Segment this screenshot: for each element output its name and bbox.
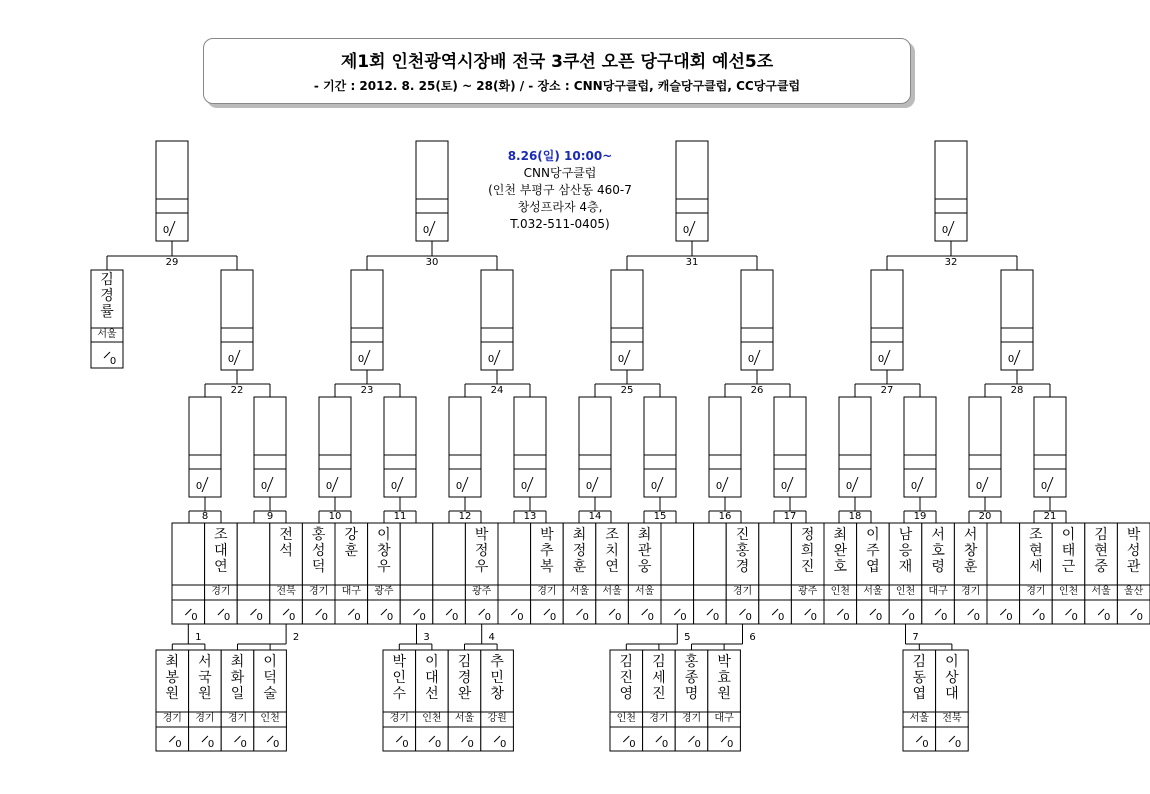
player-name: 추 민 창: [490, 654, 504, 702]
player-region: 경기: [211, 586, 231, 597]
player-name: 진 홍 경: [735, 527, 750, 575]
match-number: 16: [718, 511, 732, 522]
player-name: 박 성 관: [1126, 527, 1141, 575]
score-value: 0: [240, 739, 247, 750]
score-value: 0: [780, 481, 788, 492]
match-number: 10: [328, 511, 342, 522]
score-top: [254, 728, 270, 736]
round3-match-box: [384, 397, 416, 497]
score-top: [1085, 601, 1101, 609]
round3-match-box: [644, 397, 676, 497]
round4-match-box: [481, 270, 513, 370]
round2-name-cell: [759, 523, 792, 585]
player-region: 경기: [309, 586, 329, 597]
score-value: 0: [745, 612, 752, 623]
venue-address-2: 창성프라자 4층,: [517, 200, 603, 214]
player-name: 강 훈: [344, 527, 359, 559]
score-value: 0: [487, 354, 495, 365]
match-number: 23: [360, 385, 374, 396]
match-number: 27: [880, 385, 894, 396]
player-name: 남 응 재: [898, 527, 913, 575]
player-region: 강원: [487, 713, 507, 724]
player-name: 조 현 세: [1029, 527, 1043, 575]
score-value: 0: [1007, 354, 1015, 365]
round2-name-cell: [172, 523, 205, 585]
round2-region-cell: [433, 585, 466, 600]
player-region: 경기: [162, 713, 182, 724]
score-value: 0: [941, 225, 949, 236]
player-name: 김 동 엽: [912, 654, 927, 702]
score-top: [824, 601, 840, 609]
round3-match-box: [709, 397, 741, 497]
score-top: [383, 728, 399, 736]
score-top: [903, 728, 919, 736]
score-top: [694, 601, 710, 609]
player-region: 서울: [635, 586, 655, 597]
round4-match-box: [351, 270, 383, 370]
player-region: 서울: [863, 586, 883, 597]
score-top: [156, 728, 172, 736]
score-value: 0: [922, 739, 929, 750]
round2-region-cell: [661, 585, 694, 600]
player-region: 광주: [374, 586, 394, 597]
player-region: 인천: [422, 713, 442, 724]
player-name: 박 추 복: [540, 527, 554, 575]
match-number: 28: [1010, 385, 1024, 396]
player-name: 전 석: [279, 527, 293, 559]
player-region: 경기: [227, 713, 248, 724]
score-value: 0: [1040, 481, 1048, 492]
score-top: [726, 601, 742, 609]
player-region: 광주: [472, 586, 492, 597]
match-number: 2: [292, 632, 300, 643]
match-number: 12: [458, 511, 472, 522]
score-value: 0: [227, 354, 235, 365]
score-value: 0: [1006, 612, 1013, 623]
round2-region-cell: [759, 585, 792, 600]
player-region: 서울: [97, 329, 117, 340]
score-value: 0: [941, 612, 948, 623]
score-top: [221, 728, 237, 736]
player-name: 이 상 대: [945, 654, 959, 702]
score-value: 0: [321, 612, 329, 623]
round2-region-cell: [498, 585, 531, 600]
match-number: 20: [978, 511, 992, 522]
score-value: 0: [357, 354, 365, 365]
match-number: 19: [913, 511, 927, 522]
score-top: [433, 601, 449, 609]
score-top: [465, 601, 481, 609]
score-value: 0: [325, 481, 333, 492]
score-top: [531, 601, 547, 609]
player-name: 김 경 률: [100, 272, 114, 320]
player-name: 최 완 호: [833, 527, 848, 575]
match-number: 24: [490, 385, 504, 396]
score-value: 0: [585, 481, 593, 492]
match-number: 31: [685, 257, 699, 268]
score-value: 0: [712, 612, 720, 623]
player-region: 서울: [1091, 586, 1111, 597]
score-top: [610, 728, 626, 736]
player-region: 인천: [895, 586, 916, 597]
score-value: 0: [694, 739, 701, 750]
player-region: 서울: [909, 713, 929, 724]
player-name: 홍 종 명: [684, 654, 699, 702]
score-top: [643, 728, 659, 736]
score-value: 0: [747, 354, 755, 365]
round5-match-box: [676, 141, 708, 241]
player-region: 전북: [942, 713, 962, 724]
score-value: 0: [908, 612, 915, 623]
round3-match-box: [449, 397, 481, 497]
match-number: 32: [944, 257, 958, 268]
player-region: 전북: [276, 586, 296, 597]
player-region: 서울: [602, 586, 622, 597]
round2-name-cell: [661, 523, 694, 585]
round5-match-box: [156, 141, 188, 241]
round3-match-box: [904, 397, 936, 497]
score-value: 0: [484, 612, 492, 623]
round3-match-box: [839, 397, 871, 497]
score-top: [708, 728, 724, 736]
score-value: 0: [615, 612, 622, 623]
match-number: 8: [201, 511, 209, 522]
player-name: 이 대 선: [425, 654, 439, 702]
score-top: [400, 601, 416, 609]
score-value: 0: [629, 739, 636, 750]
player-name: 조 대 연: [214, 527, 228, 575]
player-name: 김 경 완: [457, 654, 472, 702]
player-name: 정 희 진: [800, 527, 815, 575]
player-name: 이 덕 술: [263, 654, 277, 702]
score-value: 0: [810, 612, 818, 623]
score-value: 0: [650, 481, 658, 492]
round3-match-box: [969, 397, 1001, 497]
score-value: 0: [877, 354, 885, 365]
player-name: 이 태 근: [1061, 527, 1076, 575]
match-number: 22: [230, 385, 244, 396]
score-top: [368, 601, 384, 609]
round3-match-box: [189, 397, 221, 497]
match-number: 14: [588, 511, 602, 522]
score-value: 0: [727, 739, 734, 750]
score-value: 0: [1071, 612, 1078, 623]
round4-match-box: [1001, 270, 1033, 370]
match-number: 18: [848, 511, 862, 522]
player-name: 박 인 수: [392, 654, 407, 702]
player-region: 서울: [454, 713, 475, 724]
score-value: 0: [680, 612, 687, 623]
score-value: 0: [517, 612, 524, 623]
score-value: 0: [715, 481, 723, 492]
score-value: 0: [162, 225, 170, 236]
score-top: [563, 601, 579, 609]
score-top: [205, 601, 221, 609]
player-name: 박 정 우: [474, 527, 489, 575]
score-value: 0: [419, 612, 426, 623]
score-value: 0: [875, 612, 883, 623]
match-number: 29: [165, 257, 179, 268]
score-value: 0: [973, 612, 981, 623]
match-number: 15: [653, 511, 667, 522]
player-name: 서 창 훈: [963, 527, 978, 575]
score-value: 0: [195, 481, 203, 492]
round4-match-box: [221, 270, 253, 370]
player-region: 인천: [1058, 586, 1079, 597]
round3-match-box: [1034, 397, 1066, 497]
score-top: [1052, 601, 1068, 609]
player-name: 김 진 영: [619, 654, 634, 702]
score-value: 0: [467, 739, 474, 750]
score-value: 0: [661, 739, 669, 750]
player-region: 경기: [195, 713, 215, 724]
player-name: 홍 성 덕: [311, 527, 326, 575]
score-value: 0: [455, 481, 463, 492]
player-name: 김 세 진: [652, 654, 666, 702]
player-name: 최 관 웅: [637, 527, 652, 575]
player-region: 인천: [260, 713, 280, 724]
score-value: 0: [845, 481, 853, 492]
score-top: [759, 601, 775, 609]
player-region: 광주: [798, 586, 818, 597]
score-top: [628, 601, 644, 609]
score-top: [335, 601, 351, 609]
match-number: 13: [523, 511, 537, 522]
round3-match-box: [254, 397, 286, 497]
round2-name-cell: [237, 523, 270, 585]
score-value: 0: [256, 612, 263, 623]
score-value: 0: [354, 612, 361, 623]
score-value: 0: [549, 612, 557, 623]
match-number: 11: [393, 511, 407, 522]
page-subtitle: - 기간 : 2012. 8. 25(토) ~ 28(화) / - 장소 : CNN당구클럽, 캐슬당구클럽, CC당구클럽: [313, 79, 801, 93]
score-value: 0: [452, 612, 459, 623]
venue-address-1: (인천 부평구 삼산동 460-7: [488, 183, 632, 197]
player-name: 이 주 엽: [866, 527, 880, 575]
match-number: 1: [195, 632, 202, 643]
score-value: 0: [954, 739, 962, 750]
player-region: 경기: [961, 586, 981, 597]
score-top: [91, 343, 107, 351]
player-region: 경기: [732, 586, 753, 597]
player-region: 경기: [649, 713, 669, 724]
score-value: 0: [191, 612, 198, 623]
round4-match-box: [741, 270, 773, 370]
player-name: 서 호 령: [931, 527, 945, 575]
score-top: [1117, 601, 1133, 609]
match-number: 4: [488, 632, 495, 643]
score-value: 0: [422, 225, 430, 236]
score-value: 0: [617, 354, 625, 365]
score-top: [302, 601, 318, 609]
score-value: 0: [910, 481, 918, 492]
venue-date: 8.26(일) 10:00~: [507, 149, 613, 163]
player-name: 서 국 원: [198, 654, 212, 702]
player-region: 경기: [389, 713, 409, 724]
round3-match-box: [579, 397, 611, 497]
round5-match-box: [416, 141, 448, 241]
round3-match-box: [514, 397, 546, 497]
round2-name-cell: [694, 523, 727, 585]
round4-match-box: [871, 270, 903, 370]
round2-name-cell: [987, 523, 1020, 585]
player-name: 조 치 연: [605, 527, 619, 575]
page-title: 제1회 인천광역시장배 전국 3쿠션 오픈 당구대회 예선5조: [340, 52, 774, 72]
score-top: [270, 601, 286, 609]
player-region: 경기: [681, 713, 702, 724]
score-value: 0: [402, 739, 409, 750]
score-top: [596, 601, 612, 609]
round2-region-cell: [694, 585, 727, 600]
match-number: 21: [1043, 511, 1057, 522]
score-top: [416, 728, 432, 736]
score-value: 0: [386, 612, 394, 623]
score-value: 0: [390, 481, 398, 492]
round2-name-cell: [433, 523, 466, 585]
round4-match-box: [611, 270, 643, 370]
round5-match-box: [935, 141, 967, 241]
venue-phone: T.032-511-0405): [510, 217, 610, 231]
match-number: 17: [783, 511, 797, 522]
score-value: 0: [223, 612, 231, 623]
score-value: 0: [207, 739, 215, 750]
score-top: [448, 728, 464, 736]
score-top: [857, 601, 873, 609]
score-top: [189, 728, 205, 736]
score-value: 0: [1104, 612, 1111, 623]
match-number: 26: [750, 385, 764, 396]
score-value: 0: [273, 739, 280, 750]
match-number: 25: [620, 385, 634, 396]
player-name: 최 정 훈: [572, 527, 587, 575]
score-top: [661, 601, 677, 609]
score-top: [936, 728, 952, 736]
player-name: 최 봉 원: [165, 654, 180, 702]
score-value: 0: [500, 739, 507, 750]
score-value: 0: [582, 612, 589, 623]
match-number: 5: [684, 632, 691, 643]
score-value: 0: [175, 739, 182, 750]
player-name: 박 효 원: [717, 654, 731, 702]
player-region: 대구: [928, 586, 948, 597]
venue-name: CNN당구클럽: [523, 166, 597, 180]
score-top: [237, 601, 253, 609]
score-value: 0: [647, 612, 655, 623]
player-region: 인천: [830, 586, 850, 597]
score-top: [791, 601, 807, 609]
player-region: 울산: [1124, 586, 1144, 597]
score-value: 0: [289, 612, 296, 623]
match-number: 6: [749, 632, 756, 643]
player-name: 최 화 일: [230, 654, 245, 702]
score-top: [498, 601, 514, 609]
score-value: 0: [520, 481, 528, 492]
score-top: [954, 601, 970, 609]
player-region: 경기: [1026, 586, 1046, 597]
round2-name-cell: [498, 523, 531, 585]
match-number: 7: [912, 632, 919, 643]
score-value: 0: [1136, 612, 1144, 623]
player-region: 경기: [537, 586, 557, 597]
score-value: 0: [843, 612, 850, 623]
player-region: 서울: [569, 586, 590, 597]
round2-region-cell: [237, 585, 270, 600]
round3-match-box: [319, 397, 351, 497]
player-region: 대구: [341, 586, 361, 597]
score-top: [675, 728, 691, 736]
score-top: [922, 601, 938, 609]
match-number: 3: [423, 632, 430, 643]
score-value: 0: [975, 481, 983, 492]
score-top: [1020, 601, 1036, 609]
score-top: [889, 601, 905, 609]
round2-region-cell: [987, 585, 1020, 600]
score-top: [481, 728, 497, 736]
score-value: 0: [682, 225, 690, 236]
score-value: 0: [778, 612, 785, 623]
score-top: [987, 601, 1003, 609]
round2-region-cell: [172, 585, 205, 600]
match-number: 30: [425, 257, 439, 268]
score-value: 0: [260, 481, 268, 492]
player-name: 이 창 우: [377, 527, 391, 575]
score-value: 0: [109, 356, 117, 367]
player-region: 대구: [714, 713, 734, 724]
score-value: 0: [434, 739, 442, 750]
round2-name-cell: [400, 523, 433, 585]
score-top: [172, 601, 188, 609]
player-region: 인천: [616, 713, 636, 724]
round3-match-box: [774, 397, 806, 497]
match-number: 9: [266, 511, 274, 522]
score-value: 0: [1038, 612, 1046, 623]
round2-region-cell: [400, 585, 433, 600]
player-name: 김 현 중: [1094, 527, 1108, 575]
